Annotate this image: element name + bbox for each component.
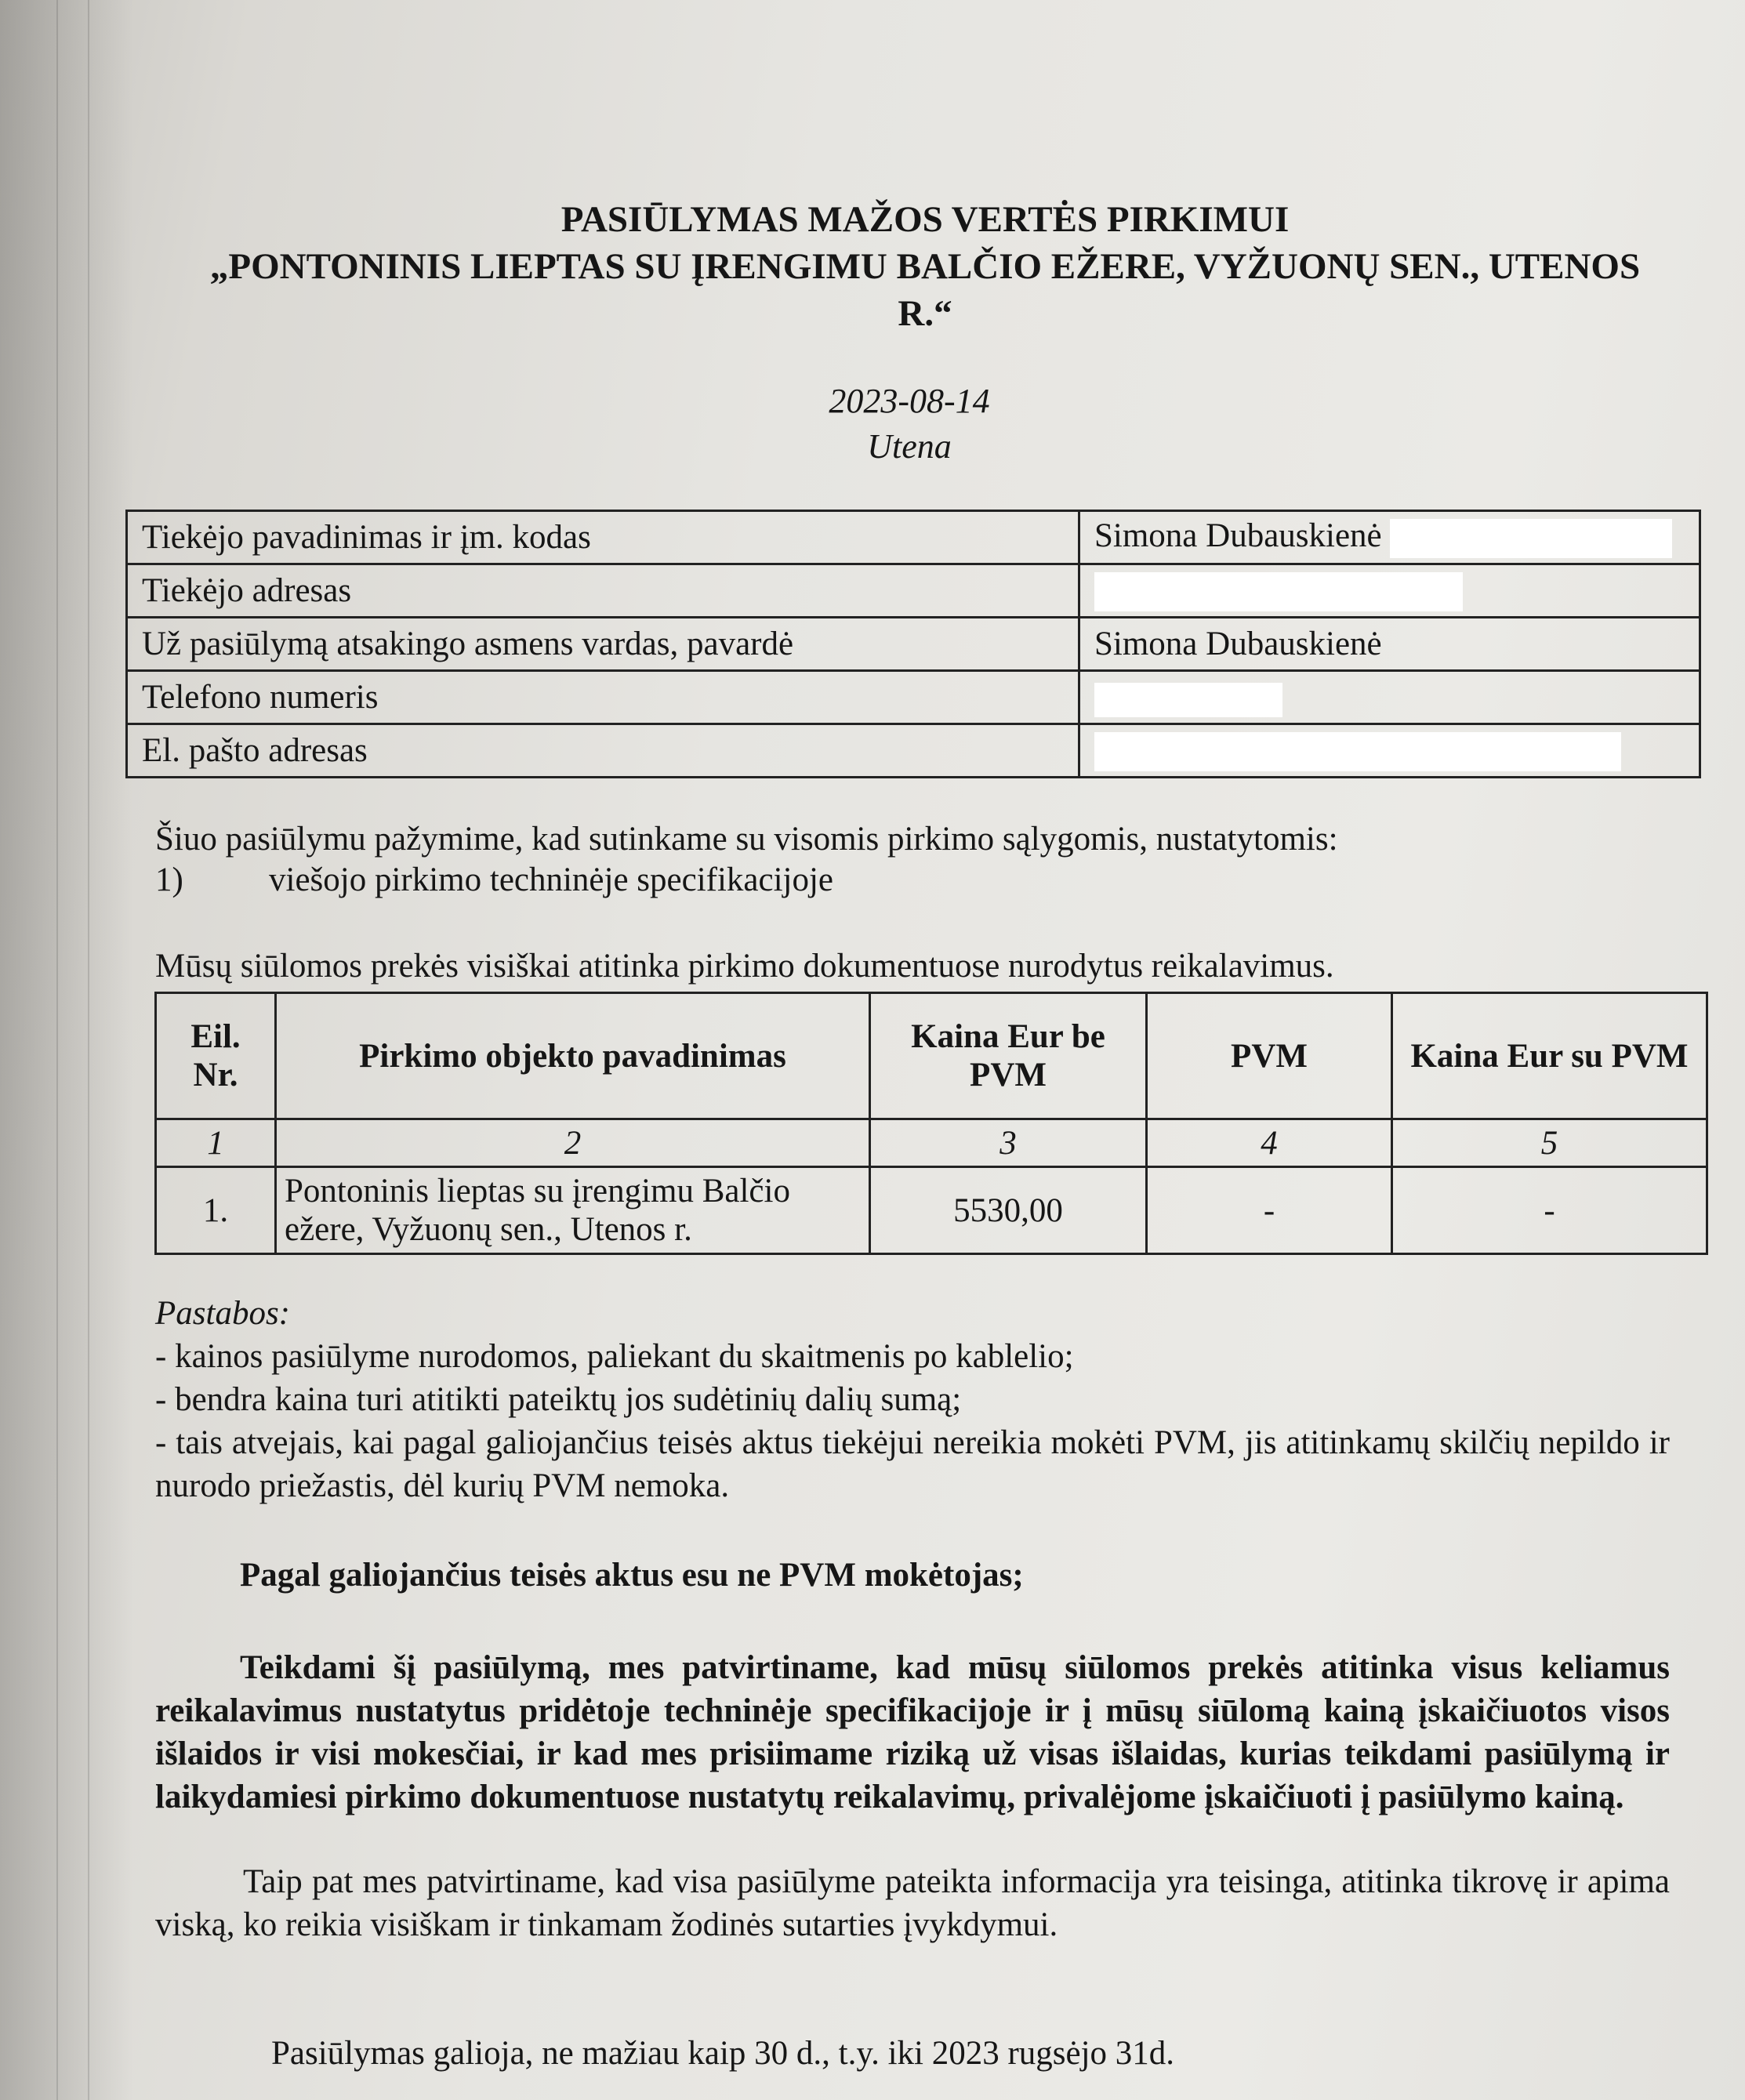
index-cell: 1 — [156, 1119, 276, 1167]
table-row — [127, 724, 1700, 778]
supplier-value — [1079, 724, 1700, 778]
supplier-label: Už pasiūlymą atsakingo asmens vardas, pavardė — [127, 618, 1079, 671]
note-item: - bendra kaina turi atitikti pateiktų jos sudėtinių dalių sumą; — [155, 1381, 962, 1418]
index-cell: 3 — [870, 1119, 1147, 1167]
notes-title: Pastabos: — [155, 1295, 290, 1332]
note-item: - tais atvejais, kai pagal galiojančius teisės aktus tiekėjui nereikia mokėti PVM, jis atitinkamų skilčių nepildo ir nurodo priežastis, dėl kurių PVM nemoka. — [155, 1424, 1670, 1504]
validity-statement: Pasiūlymas galioja, ne mažiau kaip 30 d., t.y. iki 2023 rugsėjo 31d. — [271, 2035, 1175, 2072]
supplier-label: El. pašto adresas — [127, 724, 1079, 778]
items-table — [154, 992, 1708, 1255]
redaction — [1390, 519, 1672, 558]
agreement-item — [155, 860, 1692, 901]
notes-section — [155, 1292, 1670, 1507]
index-cell: 4 — [1147, 1119, 1392, 1167]
note-item: - kainos pasiūlyme nurodomos, paliekant du skaitmenis po kablelio; — [155, 1338, 1074, 1375]
header-name: Pirkimo objekto pavadinimas — [276, 993, 870, 1119]
title-line: R.“ — [898, 293, 952, 334]
redaction — [1094, 572, 1463, 611]
header-no: Eil. Nr. — [156, 993, 276, 1119]
supplier-value: Simona Dubauskienė — [1079, 618, 1700, 671]
item-vat: - — [1147, 1167, 1392, 1254]
table-row — [127, 618, 1700, 671]
header-price-excl: Kaina Eur be PVM — [870, 993, 1147, 1119]
confirmation-paragraph: Teikdami šį pasiūlymą, mes patvirtiname, kad mūsų siūlomos prekės atitinka visus keliamus reikalavimus nustatytus pridėtoje techninėje specifikacijoje ir į mūsų siūlomą kainą įskaičiuotos visos išlaidos ir visi mokesčiai, ir kad mes prisiimame riziką už visas išlaidas, kurias teikdami pasiūlymą ir laikydamiesi pirkimo dokumentuose nustatytų reikalavimų, privalėjome įskaičiuoti į pasiūlymo kainą. — [155, 1649, 1670, 1815]
agreement-statement — [155, 819, 1692, 901]
redaction — [1094, 683, 1282, 717]
supplier-value — [1079, 564, 1700, 618]
date-place — [157, 379, 1662, 470]
supplier-value — [1079, 671, 1700, 724]
title-line: PASIŪLYMAS MAŽOS VERTĖS PIRKIMUI — [561, 199, 1290, 240]
title-line: „PONTONINIS LIEPTAS SU ĮRENGIMU BALČIO EŽERE, VYŽUONŲ SEN., UTENOS — [209, 246, 1641, 287]
confirmation-paragraph-2: Taip pat mes patvirtiname, kad visa pasiūlyme pateikta informacija yra teisinga, atitinka tikrovę ir apima viską, ko reikia visiškam ir tinkamam žodinės sutarties įvykdymui. — [155, 1863, 1670, 1943]
item-price-incl: - — [1392, 1167, 1707, 1254]
supplier-label: Tiekėjo adresas — [127, 564, 1079, 618]
index-row — [156, 1119, 1707, 1167]
vat-statement: Pagal galiojančius teisės aktus esu ne PVM mokėtojas; — [240, 1557, 1024, 1594]
page-crease — [56, 0, 58, 2100]
table-row — [127, 511, 1700, 564]
table-header-row — [156, 993, 1707, 1119]
document-title — [157, 196, 1693, 337]
table-row — [127, 671, 1700, 724]
header-vat: PVM — [1147, 993, 1392, 1119]
table-row — [127, 564, 1700, 618]
supplier-value — [1079, 511, 1700, 564]
index-cell: 5 — [1392, 1119, 1707, 1167]
supplier-label: Telefono numeris — [127, 671, 1079, 724]
supplier-name: Simona Dubauskienė — [1094, 517, 1382, 554]
page-shadow — [0, 0, 133, 2100]
item-no: 1. — [156, 1167, 276, 1254]
table-row — [156, 1167, 1707, 1254]
supplier-table — [125, 510, 1701, 778]
supplier-label: Tiekėjo pavadinimas ir įm. kodas — [127, 511, 1079, 564]
item-name: Pontoninis lieptas su įrengimu Balčio ežere, Vyžuonų sen., Utenos r. — [276, 1167, 870, 1254]
agreement-item-number: 1) — [155, 861, 183, 898]
page-crease — [88, 0, 89, 2100]
agreement-text: Šiuo pasiūlymu pažymime, kad sutinkame su visomis pirkimo sąlygomis, nustatytomis: — [155, 821, 1338, 858]
header-price-incl: Kaina Eur su PVM — [1392, 993, 1707, 1119]
item-price-excl: 5530,00 — [870, 1167, 1147, 1254]
agreement-item-text: viešojo pirkimo techninėje specifikacijoje — [269, 861, 834, 898]
document-date: 2023-08-14 — [829, 382, 990, 420]
items-lead: Mūsų siūlomos prekės visiškai atitinka pirkimo dokumentuose nurodytus reikalavimus. — [155, 948, 1334, 985]
document-place: Utena — [867, 427, 952, 466]
index-cell: 2 — [276, 1119, 870, 1167]
redaction — [1094, 732, 1621, 771]
